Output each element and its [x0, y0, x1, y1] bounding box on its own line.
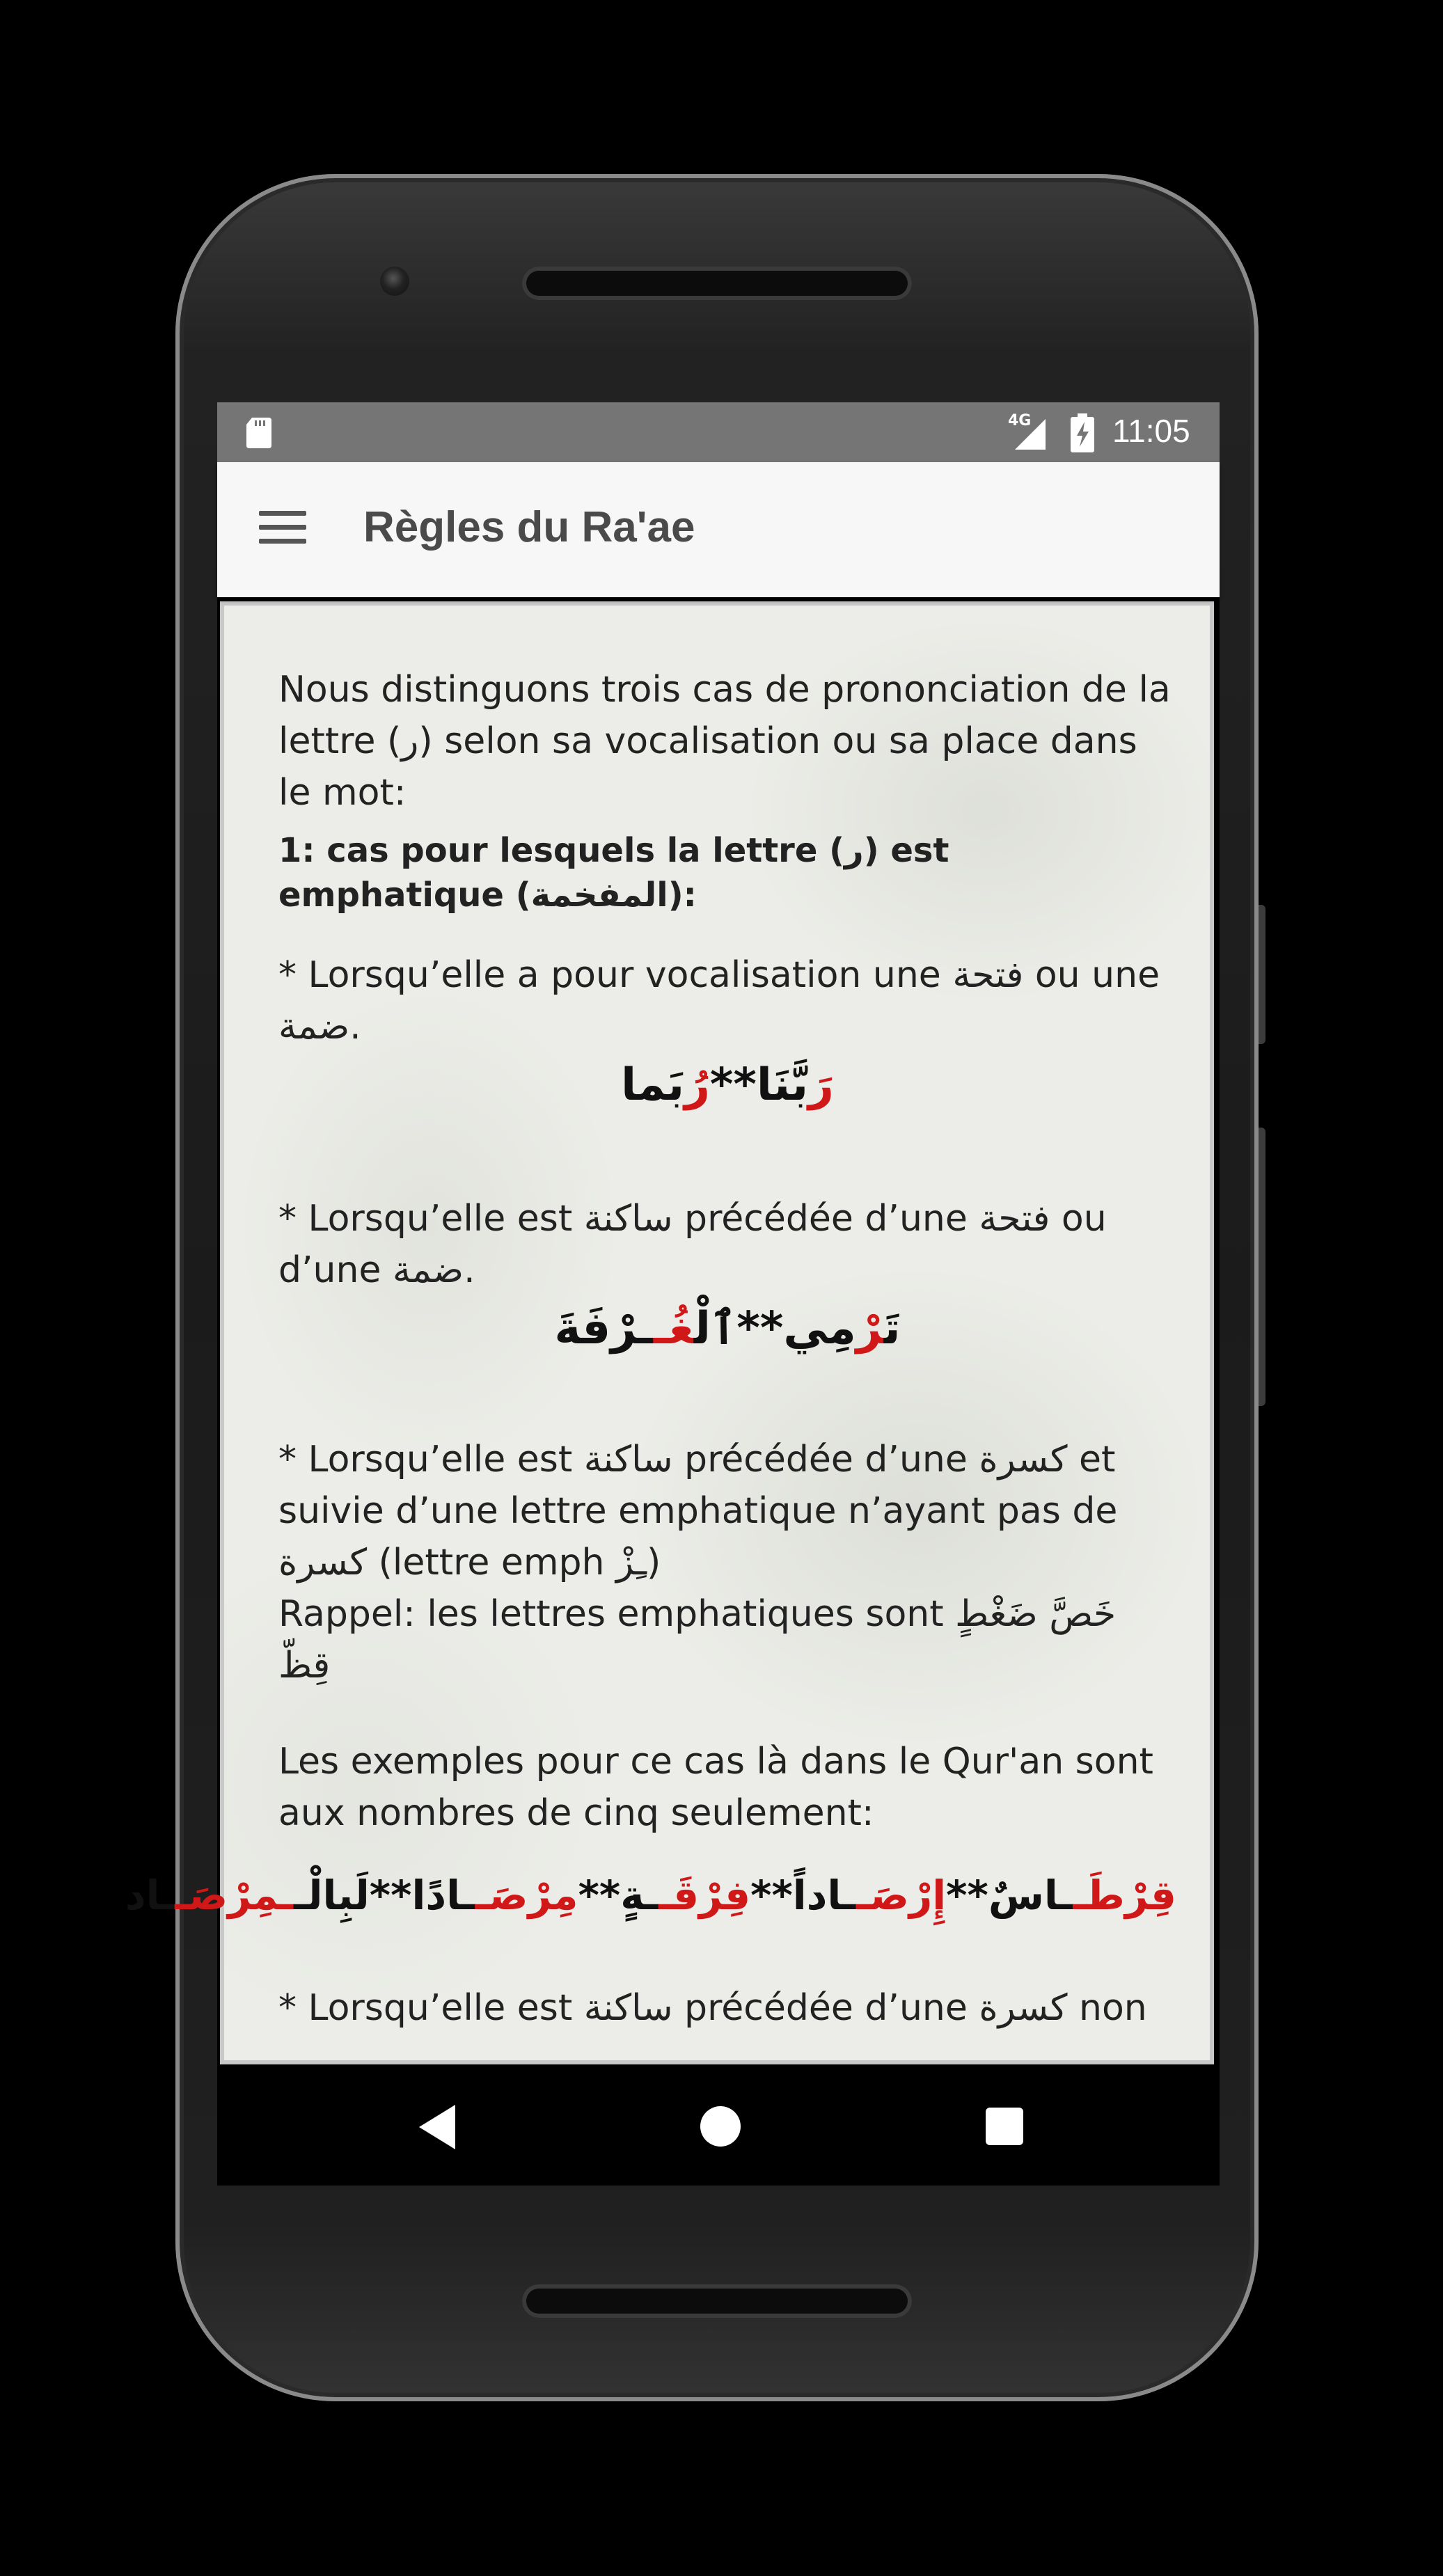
front-camera — [380, 267, 409, 296]
example2-seg-1: تَ — [883, 1303, 901, 1354]
example3-seg-9: ـمِرْصَـ — [175, 1872, 294, 1919]
back-icon[interactable] — [419, 2105, 455, 2149]
app-bar — [217, 462, 1220, 597]
example3-seg-7: مِرْصَـ — [475, 1872, 578, 1919]
recents-icon[interactable] — [986, 2108, 1023, 2145]
example2-seg-4: غُـ — [653, 1303, 694, 1354]
example3-seg-8: ـادًا**لَبِالْـ — [293, 1872, 475, 1919]
content-panel[interactable] — [125, 601, 1214, 2064]
example2-seg-2: رْ — [855, 1303, 884, 1354]
example3-seg-3: إِرْصَـ — [856, 1872, 947, 1919]
example1-arabic — [278, 1054, 1176, 1116]
status-bar — [217, 402, 1220, 462]
example3-seg-5: فِرْقَـ — [659, 1872, 751, 1919]
example3-seg-1: قِرْطَـ — [1073, 1872, 1176, 1919]
example3-seg-6: ـةٍ** — [578, 1872, 659, 1919]
example2-seg-3: مِي**ٱلْ — [693, 1303, 856, 1354]
case3-line1: * Lorsqu’elle est ساكنة précédée d’une كسرة et suivie d’une lettre emphatique n’ayant pas de كسرة (lettre emph ـِزْ) — [278, 1439, 1118, 1583]
screen — [125, 402, 1220, 2186]
example3-arabic — [125, 1864, 1176, 1927]
example1-seg-1: رَ — [808, 1059, 834, 1111]
top-speaker — [522, 267, 912, 300]
power-button — [1259, 1128, 1265, 1406]
home-icon[interactable] — [700, 2106, 741, 2147]
navigation-bar — [217, 2066, 1220, 2186]
signal-icon — [1011, 416, 1047, 451]
page-title: Règles du Ra'ae — [363, 503, 695, 551]
intro-paragraph: Nous distinguons trois cas de prononciation de la lettre (ر) selon sa vocalisation ou sa place dans le mot: — [278, 669, 1171, 814]
example2-seg-5: ـرْفَةَ — [554, 1303, 654, 1354]
case3-line2: Rappel: les lettres emphatiques sont خَصَّ ضَغْطٍ قِظّ — [278, 1593, 1117, 1686]
examples-intro-paragraph: Les exemples pour ce cas là dans le Qur'an sont aux nombres de cinq seulement: — [278, 1741, 1153, 1834]
example1-seg-4: بَما — [621, 1059, 685, 1111]
hamburger-menu-icon[interactable] — [259, 508, 306, 547]
bottom-speaker — [522, 2284, 912, 2318]
example3-seg-2: ـاسٌ** — [946, 1872, 1073, 1919]
case3-paragraph — [278, 1434, 1176, 1691]
section-heading: 1: cas pour lesquels la lettre (ر) est emphatique (المفخمة): — [278, 831, 949, 915]
case2-paragraph: * Lorsqu’elle est ساكنة précédée d’une فتحة ou d’une ضمة. — [278, 1198, 1107, 1291]
network-type: 4G — [1008, 412, 1032, 429]
example3-seg-4: ـاداً** — [750, 1872, 857, 1919]
example1-seg-2: بَّنَا** — [709, 1059, 809, 1111]
case4-paragraph: * Lorsqu’elle est ساكنة précédée d’une كسرة non — [278, 1987, 1147, 2029]
example1-seg-3: رُ — [684, 1059, 710, 1111]
sd-card-icon — [245, 416, 273, 450]
example3-seg-10: ـاد — [125, 1872, 175, 1919]
clock: 11:05 — [1112, 413, 1190, 449]
battery-charging-icon — [1071, 413, 1094, 452]
case1-paragraph: * Lorsqu’elle a pour vocalisation une فتحة ou une ضمة. — [278, 954, 1160, 1048]
volume-button — [1259, 905, 1265, 1044]
example2-arabic — [278, 1297, 1176, 1360]
